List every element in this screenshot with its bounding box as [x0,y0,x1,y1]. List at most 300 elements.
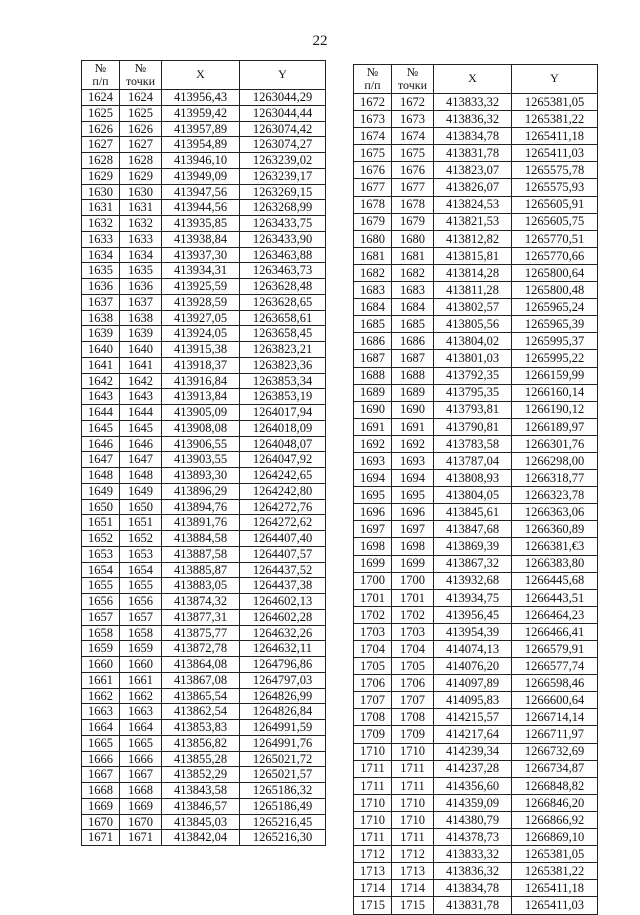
cell-point-number: 1638 [120,310,162,326]
cell-x: 413846,57 [162,798,240,814]
cell-y: 1266443,51 [512,589,598,606]
table-row [82,263,326,279]
cell-point-number: 1715 [392,897,434,914]
cell-point-number: 1678 [392,196,434,213]
cell-x: 413872,78 [162,641,240,657]
table-row [82,342,326,358]
table-row [354,418,598,435]
cell-point-number: 1677 [392,179,434,196]
cell-row-number: 1630 [82,184,120,200]
cell-x: 413790,81 [434,418,512,435]
cell-y: 1265411,03 [512,145,598,162]
cell-row-number: 1672 [354,94,392,111]
cell-y: 1264437,52 [240,562,326,578]
cell-point-number: 1702 [392,606,434,623]
table-row [82,783,326,799]
cell-y: 1266160,14 [512,384,598,401]
cell-x: 413896,29 [162,483,240,499]
cell-y: 1263628,48 [240,279,326,295]
cell-point-number: 1661 [120,672,162,688]
cell-row-number: 1657 [82,609,120,625]
cell-x: 413905,09 [162,405,240,421]
cell-point-number: 1624 [120,90,162,106]
cell-point-number: 1697 [392,521,434,538]
cell-y: 1265186,32 [240,783,326,799]
cell-x: 413802,57 [434,299,512,316]
cell-y: 1264048,07 [240,436,326,452]
cell-row-number: 1685 [354,316,392,333]
cell-x: 413903,55 [162,452,240,468]
table-row [354,299,598,316]
cell-point-number: 1668 [120,783,162,799]
table-row [354,811,598,828]
cell-x: 413954,89 [162,137,240,153]
cell-y: 1264407,57 [240,546,326,562]
cell-row-number: 1711 [354,777,392,794]
table-row [82,389,326,405]
cell-x: 413956,45 [434,606,512,623]
cell-point-number: 1656 [120,594,162,610]
cell-y: 1266579,91 [512,641,598,658]
cell-x: 414095,83 [434,692,512,709]
cell-x: 413805,56 [434,316,512,333]
cell-row-number: 1698 [354,538,392,555]
header-row-number: № п/п [82,61,120,90]
cell-point-number: 1633 [120,231,162,247]
cell-y: 1265995,22 [512,350,598,367]
cell-x: 414380,79 [434,811,512,828]
cell-point-number: 1647 [120,452,162,468]
cell-x: 413949,09 [162,168,240,184]
cell-x: 413885,87 [162,562,240,578]
cell-point-number: 1693 [392,452,434,469]
cell-x: 413944,56 [162,200,240,216]
table-row [354,282,598,299]
cell-point-number: 1710 [392,794,434,811]
table-header-row [354,65,598,94]
header-x: X [162,61,240,90]
table-row [354,897,598,914]
cell-point-number: 1682 [392,264,434,281]
cell-row-number: 1707 [354,692,392,709]
coordinates-table-left [81,60,326,846]
cell-point-number: 1631 [120,200,162,216]
cell-x: 413833,32 [434,94,512,111]
cell-row-number: 1680 [354,230,392,247]
cell-point-number: 1643 [120,389,162,405]
table-row [82,405,326,421]
table-row [82,546,326,562]
cell-x: 413787,04 [434,452,512,469]
cell-x: 413808,93 [434,470,512,487]
cell-row-number: 1664 [82,720,120,736]
table-row [82,515,326,531]
table-row [82,420,326,436]
cell-row-number: 1624 [82,90,120,106]
table-body-right [354,94,598,915]
cell-row-number: 1668 [82,783,120,799]
cell-point-number: 1711 [392,829,434,846]
cell-point-number: 1655 [120,578,162,594]
cell-point-number: 1714 [392,880,434,897]
cell-y: 1266360,89 [512,521,598,538]
table-body-left [82,90,326,846]
cell-y: 1266866,92 [512,811,598,828]
cell-point-number: 1669 [120,798,162,814]
cell-row-number: 1628 [82,153,120,169]
cell-y: 1265605,91 [512,196,598,213]
table-row [82,153,326,169]
cell-x: 413928,59 [162,294,240,310]
cell-y: 1265216,45 [240,814,326,830]
table-row [82,531,326,547]
cell-row-number: 1634 [82,247,120,263]
table-row [354,504,598,521]
cell-point-number: 1696 [392,504,434,521]
cell-x: 413894,76 [162,499,240,515]
table-row [82,200,326,216]
cell-y: 1264826,84 [240,704,326,720]
cell-row-number: 1651 [82,515,120,531]
cell-point-number: 1704 [392,641,434,658]
table-row [354,196,598,213]
cell-row-number: 1686 [354,333,392,350]
cell-x: 413934,31 [162,263,240,279]
cell-row-number: 1647 [82,452,120,468]
header-x: X [434,65,512,94]
cell-point-number: 1629 [120,168,162,184]
cell-point-number: 1641 [120,357,162,373]
cell-x: 413927,05 [162,310,240,326]
cell-row-number: 1665 [82,735,120,751]
cell-row-number: 1663 [82,704,120,720]
cell-x: 414239,34 [434,743,512,760]
table-row [82,279,326,295]
cell-x: 414237,28 [434,760,512,777]
cell-row-number: 1625 [82,105,120,121]
cell-row-number: 1682 [354,264,392,281]
cell-x: 413893,30 [162,468,240,484]
coordinates-table-right [353,64,598,915]
cell-point-number: 1700 [392,572,434,589]
cell-y: 1265605,75 [512,213,598,230]
cell-y: 1266466,41 [512,623,598,640]
cell-point-number: 1701 [392,589,434,606]
cell-row-number: 1687 [354,350,392,367]
table-row [354,743,598,760]
cell-y: 1265575,78 [512,162,598,179]
cell-y: 1264826,99 [240,688,326,704]
table-row [354,384,598,401]
cell-y: 1266159,99 [512,367,598,384]
table-row [354,230,598,247]
cell-x: 413826,07 [434,179,512,196]
table-row [354,367,598,384]
cell-x: 413946,10 [162,153,240,169]
table-row [82,609,326,625]
cell-y: 1266869,10 [512,829,598,846]
cell-y: 1266577,74 [512,658,598,675]
cell-y: 1264018,09 [240,420,326,436]
cell-point-number: 1691 [392,418,434,435]
cell-row-number: 1714 [354,880,392,897]
table-row [82,499,326,515]
cell-x: 413875,77 [162,625,240,641]
cell-x: 413821,53 [434,213,512,230]
cell-x: 414215,57 [434,709,512,726]
cell-point-number: 1680 [392,230,434,247]
cell-point-number: 1672 [392,94,434,111]
cell-y: 1263074,27 [240,137,326,153]
cell-point-number: 1699 [392,555,434,572]
cell-x: 413887,58 [162,546,240,562]
cell-point-number: 1667 [120,767,162,783]
cell-y: 1264602,28 [240,609,326,625]
cell-row-number: 1661 [82,672,120,688]
cell-x: 413938,84 [162,231,240,247]
cell-row-number: 1645 [82,420,120,436]
cell-row-number: 1683 [354,282,392,299]
cell-x: 413795,35 [434,384,512,401]
cell-y: 1264991,59 [240,720,326,736]
cell-row-number: 1631 [82,200,120,216]
cell-row-number: 1669 [82,798,120,814]
cell-x: 413845,03 [162,814,240,830]
table-row [354,555,598,572]
cell-row-number: 1636 [82,279,120,295]
cell-point-number: 1706 [392,675,434,692]
cell-y: 1263433,90 [240,231,326,247]
cell-point-number: 1637 [120,294,162,310]
cell-y: 1266318,77 [512,470,598,487]
cell-y: 1265021,72 [240,751,326,767]
table-row [354,606,598,623]
table-row [354,658,598,675]
cell-x: 413831,78 [434,145,512,162]
cell-y: 1263463,73 [240,263,326,279]
cell-y: 1264242,80 [240,483,326,499]
table-row [354,880,598,897]
cell-point-number: 1654 [120,562,162,578]
header-point-number: № точки [392,65,434,94]
cell-y: 1266189,97 [512,418,598,435]
cell-point-number: 1690 [392,401,434,418]
cell-row-number: 1627 [82,137,120,153]
table-row [82,436,326,452]
table-row [82,468,326,484]
cell-point-number: 1709 [392,726,434,743]
cell-point-number: 1663 [120,704,162,720]
cell-row-number: 1704 [354,641,392,658]
cell-row-number: 1674 [354,128,392,145]
cell-point-number: 1687 [392,350,434,367]
cell-x: 413874,32 [162,594,240,610]
cell-row-number: 1681 [354,247,392,264]
cell-x: 413834,78 [434,128,512,145]
cell-x: 414359,09 [434,794,512,811]
cell-row-number: 1653 [82,546,120,562]
cell-x: 413853,83 [162,720,240,736]
cell-row-number: 1648 [82,468,120,484]
cell-y: 1264632,26 [240,625,326,641]
cell-point-number: 1698 [392,538,434,555]
cell-row-number: 1635 [82,263,120,279]
header-y: Y [512,65,598,94]
table-row [82,121,326,137]
cell-x: 413834,78 [434,880,512,897]
cell-row-number: 1695 [354,487,392,504]
cell-point-number: 1689 [392,384,434,401]
cell-point-number: 1676 [392,162,434,179]
cell-x: 413924,05 [162,326,240,342]
cell-point-number: 1671 [120,830,162,846]
cell-y: 1266445,68 [512,572,598,589]
cell-row-number: 1699 [354,555,392,572]
cell-point-number: 1703 [392,623,434,640]
table-row [82,452,326,468]
cell-row-number: 1715 [354,897,392,914]
table-row [82,310,326,326]
cell-y: 1266298,00 [512,452,598,469]
table-row [354,572,598,589]
header-row-number: № п/п [354,65,392,94]
cell-x: 414097,89 [434,675,512,692]
table-row [82,247,326,263]
cell-x: 413884,58 [162,531,240,547]
cell-point-number: 1630 [120,184,162,200]
cell-y: 1263463,88 [240,247,326,263]
table-row [354,128,598,145]
cell-row-number: 1706 [354,675,392,692]
cell-row-number: 1641 [82,357,120,373]
table-row [82,594,326,610]
table-row [82,168,326,184]
table-header-row [82,61,326,90]
cell-y: 1266846,20 [512,794,598,811]
table-row [82,90,326,106]
cell-y: 1266734,87 [512,760,598,777]
cell-point-number: 1670 [120,814,162,830]
table-row [82,672,326,688]
cell-point-number: 1666 [120,751,162,767]
table-row [354,538,598,555]
table-row [354,641,598,658]
cell-row-number: 1656 [82,594,120,610]
cell-row-number: 1667 [82,767,120,783]
cell-y: 1265381,22 [512,863,598,880]
cell-x: 413833,32 [434,846,512,863]
cell-x: 413804,05 [434,487,512,504]
cell-y: 1265770,66 [512,247,598,264]
table-row [354,487,598,504]
table-row [354,726,598,743]
cell-x: 413934,75 [434,589,512,606]
cell-y: 1265186,49 [240,798,326,814]
cell-x: 413801,03 [434,350,512,367]
cell-point-number: 1639 [120,326,162,342]
cell-x: 413831,78 [434,897,512,914]
cell-point-number: 1625 [120,105,162,121]
cell-y: 1263044,29 [240,90,326,106]
cell-x: 413947,56 [162,184,240,200]
cell-y: 1263823,36 [240,357,326,373]
cell-row-number: 1709 [354,726,392,743]
cell-x: 413793,81 [434,401,512,418]
cell-x: 414074,13 [434,641,512,658]
table-row [354,675,598,692]
cell-x: 413864,08 [162,657,240,673]
cell-x: 413918,37 [162,357,240,373]
cell-point-number: 1644 [120,405,162,421]
cell-point-number: 1649 [120,483,162,499]
cell-point-number: 1626 [120,121,162,137]
cell-y: 1265381,05 [512,94,598,111]
header-y: Y [240,61,326,90]
cell-y: 1263074,42 [240,121,326,137]
table-row [354,94,598,111]
table-row [354,794,598,811]
cell-row-number: 1688 [354,367,392,384]
table-row [354,264,598,281]
cell-y: 1264242,65 [240,468,326,484]
table-row [354,111,598,128]
cell-y: 1265965,24 [512,299,598,316]
cell-point-number: 1705 [392,658,434,675]
cell-point-number: 1713 [392,863,434,880]
cell-x: 414076,20 [434,658,512,675]
table-row [354,692,598,709]
cell-point-number: 1642 [120,373,162,389]
cell-y: 1263433,75 [240,216,326,232]
cell-x: 413906,55 [162,436,240,452]
table-row [82,798,326,814]
cell-y: 1265800,64 [512,264,598,281]
cell-point-number: 1635 [120,263,162,279]
table-row [354,179,598,196]
cell-row-number: 1697 [354,521,392,538]
table-row [354,470,598,487]
table-row [82,137,326,153]
cell-x: 413891,76 [162,515,240,531]
cell-x: 413842,04 [162,830,240,846]
cell-y: 1264047,92 [240,452,326,468]
cell-point-number: 1675 [392,145,434,162]
cell-y: 1264632,11 [240,641,326,657]
cell-row-number: 1710 [354,743,392,760]
table-row [82,216,326,232]
cell-row-number: 1675 [354,145,392,162]
cell-y: 1266363,06 [512,504,598,521]
cell-y: 1263268,99 [240,200,326,216]
cell-point-number: 1684 [392,299,434,316]
cell-x: 413935,85 [162,216,240,232]
cell-point-number: 1662 [120,688,162,704]
cell-point-number: 1651 [120,515,162,531]
cell-y: 1266848,82 [512,777,598,794]
cell-y: 1265800,48 [512,282,598,299]
cell-row-number: 1649 [82,483,120,499]
cell-row-number: 1703 [354,623,392,640]
cell-y: 1266383,80 [512,555,598,572]
cell-y: 1264017,94 [240,405,326,421]
cell-point-number: 1685 [392,316,434,333]
cell-x: 413847,68 [434,521,512,538]
cell-point-number: 1686 [392,333,434,350]
page-number: 22 [312,33,328,49]
table-row [82,641,326,657]
cell-y: 1263658,45 [240,326,326,342]
table-row [354,145,598,162]
